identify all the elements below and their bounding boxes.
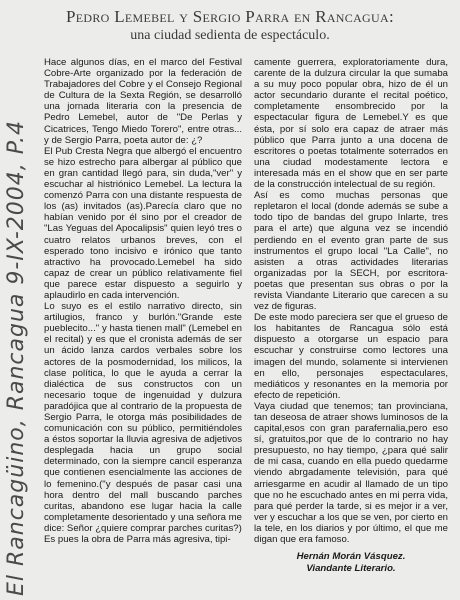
article-headline — [30, 7, 430, 44]
article-title: Pedro Lemebel y Sergio Parra en Rancagua: — [66, 7, 394, 26]
handwritten-source-note: El Rancagüino, Rancagua 9-IX-2004, P.4 — [4, 120, 29, 596]
author-affiliation: Viandante Literario. — [306, 563, 396, 575]
paragraph: Lo suyo es el estilo narrativo directo, sin artilugios, franco y burlón."Grande este pueblecito..." y hasta tienen mall" (Lemebel en el recital) y es que el cronista además de ser un ácido lanza cardos verbales sobre los actores de la posmodernidad, los milicos, la clase política, lo que le ayuda a cerrar la dialéctica de sus constructos con un necesario toque de ingenuidad y dulzura paradójica que al contrario de la propuesta de Sergio Parra, le otorga más posibilidades de comunicación con su público, permitiéndoles a éstos soportar la lluvia agresiva de adjetivos desplegada hacia un grupo social determinado, con la siempre cancil esperanza que contienen esencialmente las acciones de lo femenino.("y después de pasar casi una hora dentro del mall buscando parches curitas, abandono ese lugar hacia la calle completamente desorientado y una señora me dice: Señor ¿quiere comprar parches curitas?) — [44, 301, 242, 534]
paragraph: Es pues la obra de Parra más agresiva, tipi- — [44, 534, 231, 546]
right-column — [254, 57, 448, 575]
signature — [254, 551, 448, 575]
paragraph: Vaya ciudad que tenemos; tan provinciana, tan deseosa de atraer shows luminosos de la capital,esos con gran parafernalia,pero eso sí, gratuitos,por que de lo contrario no hay presupuesto, no hay tiempo, ¿para qué salir de mi casa, cuando en ella puedo quedarme viendo abrgadamente televisión, para qué arriesgarme en acudir al llamado de un tipo que no he escuchado antes en mi perra vida, para qué perder la tarde, si es mejor ir a ver, ver y escuchar a los que se ven, por cierto en la tele, en los diarios y por último, el que me digan que era famoso. — [254, 400, 448, 546]
paragraph: Así es como muchas personas que repletaron el local (donde además se sube a todo tipo de bandas del grupo Inlarte, tres para el arte) que alguna vez se incendió perdiendo en el evento gran parte de sus instrumentos el grupo local "La Calle", no asisten a otras actividades literarias organizadas por la SECH, por escritora-poetas que presentan sus obras o por la revista Viandante Literario que carecen a su vez de figuras. — [254, 190, 448, 313]
paragraph: El Pub Cresta Negra que albergó el encuentro se hizo estrecho para albergar al público que en gran cantidad llegó para, sin duda,"ver" y escuchar al histriónico Lemebel. La lectura la comenzó Parra con una distante respuesta de los (as) invitados (as).Parecía claro que no habían venido por él sino por el creador de "Las Yeguas del Apocalipsis" quien leyó tres o cuatro relatos urbanos breves, con el esperado tono incisivo e irónico que tanto atractivo ha provocado.Lemebel ha sido capaz de crear un público relativamente fiel que parece estar dispuesto a seguirlo y aplaudirlo en cada intervención. — [44, 145, 242, 301]
author-name: Hernán Morán Vásquez. — [296, 551, 406, 563]
left-column — [44, 57, 242, 545]
article-subtitle: una ciudad sedienta de espectáculo. — [130, 28, 330, 43]
paragraph: De este modo pareciera ser que el grueso de los habitantes de Rancagua sólo está dispuesto a otorgarse un espacio para escuchar y construirse como lectores una imagen del mundo, solamente si intervienen en ello, personajes espectaculares, mediáticos y resonantes en la memoria por efecto de repetición. — [254, 312, 448, 401]
paragraph: camente guerrera, exploratoriamente dura, carente de la dulzura circular la que sumaba a su muy poco popular obra, hizo de él un actor secundario durante el recital poético, completamente ensombrecido por la espectacular figura de Lemebel.Y es que ésta, por sí solo era capaz de atraer más público que Parra junto a una docena de escritores o poetas totalmente soterrados en una ciudad modestamente lectora e interesada más en el show que en ser parte de la construcción intelectual de su región. — [254, 57, 448, 191]
paragraph: Hace algunos días, en el marco del Festival Cobre-Arte organizado por la federación de Trabajadores del Cobre y el Consejo Regional de Cultura de la Sexta Región, se desarrolló una jornada literaria con la presencia de Pedro Lemebel, autor de "De Perlas y Cicatrices, Tengo Miedo Torero", entre otras... y de Sergio Parra, poeta autor de: ¿? — [44, 57, 242, 146]
